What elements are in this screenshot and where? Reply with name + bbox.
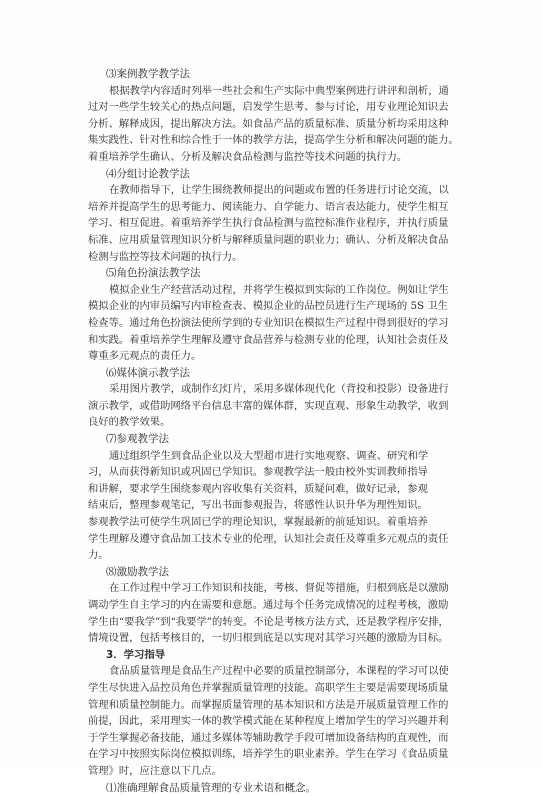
paragraph-line: 食品质量管理是食品生产过程中必要的质量控制部分，本课程的学习可以使: [109, 665, 449, 678]
paragraph-line: 结束后，整理参观笔记，写出书面参观报告，将感性认识升华为理性知识。: [88, 499, 428, 512]
paragraph-line: 采用图片教学，或制作幻灯片，采用多媒体现代化（背投和投影）设备进行: [109, 383, 449, 396]
section-heading: ⑸角色扮演法教学法: [106, 267, 201, 280]
section-heading: ⑺参观教学法: [106, 433, 169, 446]
paragraph-line: 检查等。通过角色扮演法使所学到的专业知识在模拟生产过程中得到很好的学习: [88, 316, 449, 329]
section-motivation: [88, 564, 468, 647]
paragraph-line: 集实践性、针对性和综合性于一体的教学方法，提高学生分析和解决问题的能力。: [88, 134, 459, 147]
paragraph-line: 标准、应用质量管理知识分析与解释质量问题的职业力；确认、分析及解决食品: [88, 233, 449, 246]
paragraph-line: 和实践。着重培养学生理解及遵守食品营养与检测专业的伦理，认知社会责任及: [88, 333, 449, 346]
paragraph-line: 学生理解及遵守食品加工技术专业的伦理，认知社会责任及尊重多元观点的责任: [88, 532, 449, 545]
paragraph-line: 良好的教学效果。: [88, 416, 171, 429]
paragraph-line: 模拟企业的内审员编写内审检查表、模拟企业的品控员进行生产现场的 5S 卫生: [88, 300, 448, 313]
paragraph-line: 在学习中按照实际岗位模拟训练，培养学生的职业素养。学生在学习《食品质量: [88, 748, 449, 761]
paragraph-line: 学生由“要我学”到“我要学”的转变。不论是考核方法方式，还是教学程序安排，: [88, 615, 449, 628]
paragraph-line: 管理》时，应注意以下几点。: [88, 764, 222, 777]
paragraph-line: 于学生掌握必备技能，通过多媒体等辅助教学手段可增加设备结构的直观性，而: [88, 731, 449, 744]
section-heading: ⑷分组讨论教学法: [106, 167, 190, 180]
paragraph-line: 习，从而获得新知识或巩固已学知识。参观教学法一般由校外实训教师指导: [88, 466, 428, 479]
paragraph-line: 参观教学法可使学生巩固已学的理论知识，掌握最新的前延知识。着重培养: [88, 516, 428, 529]
paragraph-line: 在工作过程中学习工作知识和技能，考核、督促等措施，归根到底是以激励: [109, 582, 449, 595]
paragraph-line: 前提，因此，采用理实一体的教学模式能在某种程度上增加学生的学习兴趣并利: [88, 715, 449, 728]
paragraph-line: 过对一些学生较关心的热点问题，启发学生思考、参与讨论，用专业理论知识去: [88, 101, 449, 114]
section-learning-guide: [88, 647, 468, 796]
list-item: ⑴准确理解食品质量管理的专业术语和概念。: [106, 781, 316, 794]
document-body: [88, 66, 468, 796]
paragraph-line: 力。: [88, 549, 109, 562]
paragraph-line: 通过组织学生到食品企业以及大型超市进行实地观察、调查、研究和学: [109, 449, 429, 462]
section-site-visit: [88, 431, 468, 564]
section-role-play: [88, 265, 468, 365]
section-heading: ⑶案例教学教学法: [106, 68, 190, 80]
paragraph-line: 根据教学内容适时列举一些社会和生产实际中典型案例进行讲评和剖析，通: [109, 84, 449, 97]
paragraph-line: 和讲解，要求学生围绕参观内容收集有关资料，质疑问难，做好记录，参观: [88, 482, 428, 495]
section-heading: ⑹媒体演示教学法: [106, 366, 190, 379]
section-case-teaching: [88, 66, 468, 166]
paragraph-line: 分析、解释成因，提出解决方法。如食品产品的质量标准、质量分析均采用这种: [88, 117, 449, 130]
section-group-discussion: [88, 166, 468, 266]
paragraph-line: 在教师指导下，让学生围绕教师提出的问题或布置的任务进行讨论交流，以: [109, 184, 449, 197]
section-media-demo: [88, 365, 468, 431]
paragraph-line: 尊重多元观点的责任力。: [88, 350, 202, 363]
paragraph-line: 演示教学，或借助网络平台信息丰富的媒体群，实现直观、形象生动教学，收到: [88, 399, 449, 412]
section-heading: 3．学习指导: [106, 648, 166, 661]
paragraph-line: 培养并提高学生的思考能力、阅读能力、自学能力、语言表达能力，使学生相互: [88, 200, 449, 213]
paragraph-line: 学习、相互促进。着重培养学生执行食品检测与监控标准作业程序，并执行质量: [88, 217, 449, 230]
paragraph-line: 调动学生自主学习的内在需要和意愿。通过每个任务完成情况的过程考核，激励: [88, 599, 449, 611]
section-heading: ⑻激励教学法: [106, 565, 169, 578]
paragraph-line: 情境设置，包括考核目的，一切归根到底是以实现对其学习兴趣的激励为目标。: [88, 632, 449, 645]
paragraph-line: 学生尽快进入品控员角色并掌握质量管理的技能。高职学生主要是需要现场质量: [88, 681, 449, 694]
paragraph-line: 检测与监控等技术问题的执行力。: [88, 250, 243, 263]
paragraph-line: 管理和质量控制能力。而掌握质量管理的基本知识和方法是开展质量管理工作的: [88, 698, 449, 711]
paragraph-line: 着重培养学生确认、分析及解决食品检测与监控等技术问题的执行力。: [88, 150, 408, 163]
paragraph-line: 模拟企业生产经营活动过程，并将学生模拟到实际的工作岗位。例如让学生: [109, 283, 449, 296]
